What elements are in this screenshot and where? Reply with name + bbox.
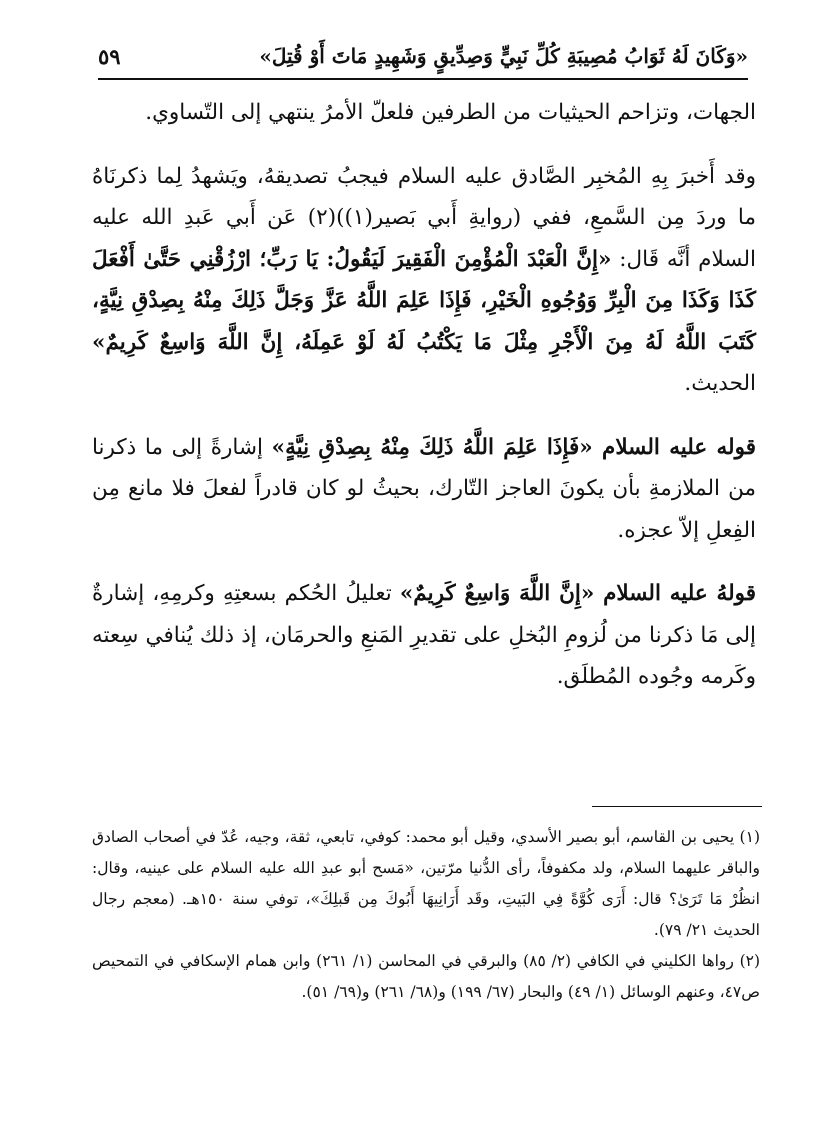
paragraph-2-intro: وقد أَخبرَ بِهِ المُخبِر الصَّادق عليه السلام فيجبُ تصديقهُ، ويَشهدُ لِما ذكرنَاهُ ما وردَ مِن السَّمعِ، ففي (روايةِ أَبي بَصير(١))(٢) عَن أَبي عَبدِ الله عليه السلام أنَّه قَال: (92, 163, 756, 272)
footnotes (92, 822, 760, 1008)
footnote-2: (٢) رواها الكليني في الكافي (٢/ ٨٥) والبرقي في المحاسن (١/ ٢٦١) وابن همام الإسكافي في التمحيص ص٤٧، وعنهم الوسائل (١/ ٤٩) والبحار (٦٧/ ١٩٩) و(٦٨/ ٢٦١) و(٦٩/ ٥١). (92, 952, 761, 1001)
paragraph-3-quote: «فَإِذَا عَلِمَ اللَّهُ ذَلِكَ مِنْهُ بِصِدْقِ نِيَّةٍ» (271, 434, 603, 460)
paragraph-4-quote: «إِنَّ اللَّهَ وَاسِعٌ كَرِيمٌ» (399, 581, 604, 606)
paragraph-4-rest: تعليلُ الحُكم بسعتِهِ وكرمِهِ، إشارةٌ إلى مَا ذكرنا من لُزومِ البُخلِ على تقديرِ المَنعِ والحرمَان، إذ ذلك يُنافي سِعته وكَرمه وجُوده المُطلَق. (92, 581, 756, 689)
hadith-quote: «إِنَّ الْعَبْدَ الْمُؤْمِنَ الْفَقِيرَ لَيَقُولُ: يَا رَبِّ؛ ارْزُقْنِي حَتَّىٰ أَفْعَلَ كَذَا وَكَذَا مِنَ الْبِرِّ وَوُجُوهِ الْخَيْرِ، فَإِذَا عَلِمَ اللَّهُ عَزَّ وَجَلَّ ذَلِكَ مِنْهُ بِصِدْقِ نِيَّةٍ، كَتَبَ اللَّهُ لَهُ مِنَ الْأَجْرِ مِثْلَ مَا يَكْتُبُ لَهُ لَوْ عَمِلَهُ، إِنَّ اللَّهَ وَاسِعٌ كَرِيمٌ» (92, 246, 756, 355)
running-title: «وَكَانَ لَهُ ثَوَابُ مُصِيبَةِ كُلِّ نَبِيٍّ وَصِدِّيقٍ وَشَهِيدٍ مَاتَ أَوْ قُتِلَ» (259, 44, 748, 68)
main-text (92, 92, 756, 720)
paragraph-4 (92, 573, 756, 698)
paragraph-3-rest: إشارةً إلى ما ذكرنا من الملازمةِ بأن يكونَ العاجز التّارك، بحيثُ لو كان قادراً لفعلَ فلا مانع مِن الفِعلِ إلاّ عجزه. (92, 434, 756, 543)
paragraph-4-label: قولهُ عليه السلام (603, 581, 757, 606)
page-header (98, 36, 748, 80)
paragraph-3 (92, 427, 756, 552)
paragraph-2-end: الحديث. (684, 371, 756, 396)
footnote-separator (592, 806, 762, 807)
footnote-1: (١) يحيى بن القاسم، أبو بصير الأسدي، وقيل أبو محمد: كوفي، تابعي، ثقة، وجيه، عُدّ في أصحاب الصادق والباقر عليهما السلام، ولد مكفوفاً، رأى الدُّنيا مرّتين، «مَسح أبو عبدِ الله عليه السلام على عينيه، وقال: انظُرْ مَا تَرَىٰ؟ قال: أَرَى كُوَّةً فِي البَيتِ، وقَد أَرَانِيهَا أَبُوكَ مِن قَبلِكَ»، توفي سنة ١٥٠هـ. (معجم رجال الحديث ٢١/ ٧٩). (92, 828, 760, 939)
paragraph-2 (92, 156, 756, 405)
page-number: ٥٩ (98, 43, 121, 69)
paragraph-1: الجهات، وتزاحم الحيثيات من الطرفين فلعلّ الأمرُ ينتهي إلى التّساوي. (145, 100, 756, 125)
paragraph-3-label: قوله عليه السلام (602, 434, 756, 460)
